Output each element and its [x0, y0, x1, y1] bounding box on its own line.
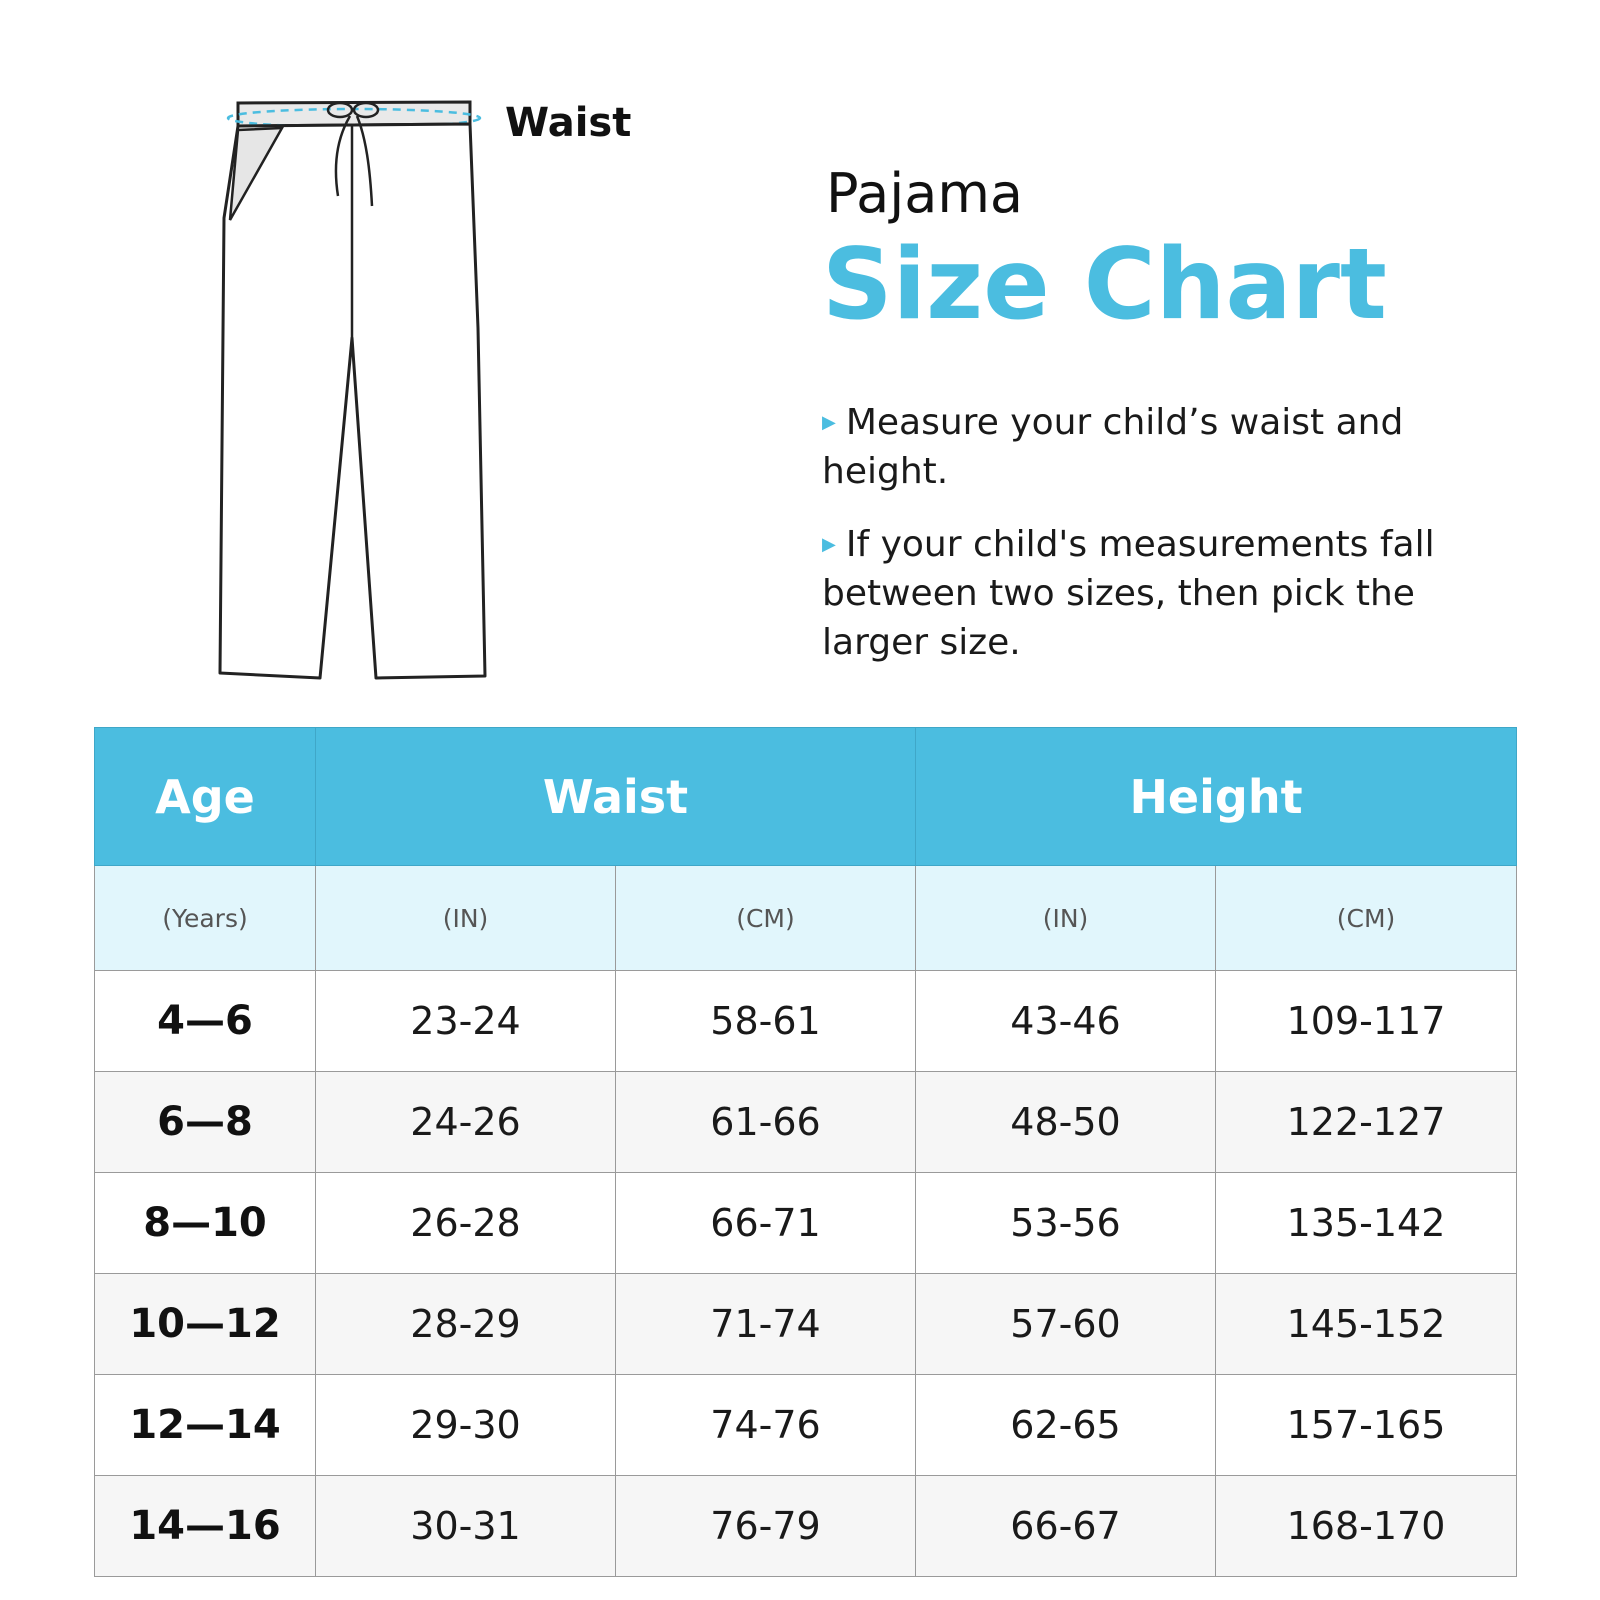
cell-age: 6—8 — [95, 1072, 316, 1173]
cell-height-in: 43-46 — [916, 971, 1216, 1072]
instruction-text: Measure your child’s waist and height. — [822, 402, 1404, 492]
header-height: Height — [916, 728, 1517, 866]
cell-waist-in: 23-24 — [316, 971, 616, 1072]
cell-age: 8—10 — [95, 1173, 316, 1274]
cell-waist-cm: 66-71 — [616, 1173, 916, 1274]
triangle-bullet-icon: ▶ — [822, 412, 836, 433]
cell-height-cm: 135-142 — [1216, 1173, 1517, 1274]
header-waist: Waist — [316, 728, 916, 866]
cell-height-cm: 109-117 — [1216, 971, 1517, 1072]
cell-age: 14—16 — [95, 1476, 316, 1577]
cell-height-cm: 145-152 — [1216, 1274, 1517, 1375]
unit-height-in: (IN) — [916, 866, 1216, 971]
cell-height-cm: 157-165 — [1216, 1375, 1517, 1476]
cell-waist-cm: 61-66 — [616, 1072, 916, 1173]
cell-height-cm: 168-170 — [1216, 1476, 1517, 1577]
cell-height-in: 53-56 — [916, 1173, 1216, 1274]
table-row — [95, 1173, 1517, 1274]
cell-age: 4—6 — [95, 971, 316, 1072]
cell-height-in: 57-60 — [916, 1274, 1216, 1375]
cell-waist-in: 30-31 — [316, 1476, 616, 1577]
cell-waist-cm: 76-79 — [616, 1476, 916, 1577]
table-row — [95, 1375, 1517, 1476]
table-units-row — [95, 866, 1517, 971]
unit-waist-in: (IN) — [316, 866, 616, 971]
page-title: Size Chart — [822, 228, 1387, 342]
instructions — [822, 398, 1462, 691]
table-row — [95, 971, 1517, 1072]
cell-waist-cm: 74-76 — [616, 1375, 916, 1476]
pajama-pants-icon — [200, 88, 660, 708]
unit-age: (Years) — [95, 866, 316, 971]
cell-waist-in: 29-30 — [316, 1375, 616, 1476]
waist-label: Waist — [505, 100, 632, 146]
table-row — [95, 1072, 1517, 1173]
size-table — [94, 727, 1517, 1577]
table-header-row — [95, 728, 1517, 866]
table-row — [95, 1274, 1517, 1375]
instruction-item — [822, 520, 1462, 667]
instruction-text: If your child's measurements fall between two sizes, then pick the larger size. — [822, 524, 1435, 663]
cell-waist-cm: 71-74 — [616, 1274, 916, 1375]
unit-height-cm: (CM) — [1216, 866, 1517, 971]
header-age: Age — [95, 728, 316, 866]
cell-age: 12—14 — [95, 1375, 316, 1476]
cell-waist-in: 24-26 — [316, 1072, 616, 1173]
cell-height-in: 62-65 — [916, 1375, 1216, 1476]
cell-height-cm: 122-127 — [1216, 1072, 1517, 1173]
cell-waist-in: 26-28 — [316, 1173, 616, 1274]
cell-waist-cm: 58-61 — [616, 971, 916, 1072]
cell-waist-in: 28-29 — [316, 1274, 616, 1375]
unit-waist-cm: (CM) — [616, 866, 916, 971]
cell-height-in: 66-67 — [916, 1476, 1216, 1577]
product-name: Pajama — [826, 162, 1024, 225]
triangle-bullet-icon: ▶ — [822, 534, 836, 555]
cell-height-in: 48-50 — [916, 1072, 1216, 1173]
instruction-item — [822, 398, 1462, 496]
cell-age: 10—12 — [95, 1274, 316, 1375]
table-row — [95, 1476, 1517, 1577]
